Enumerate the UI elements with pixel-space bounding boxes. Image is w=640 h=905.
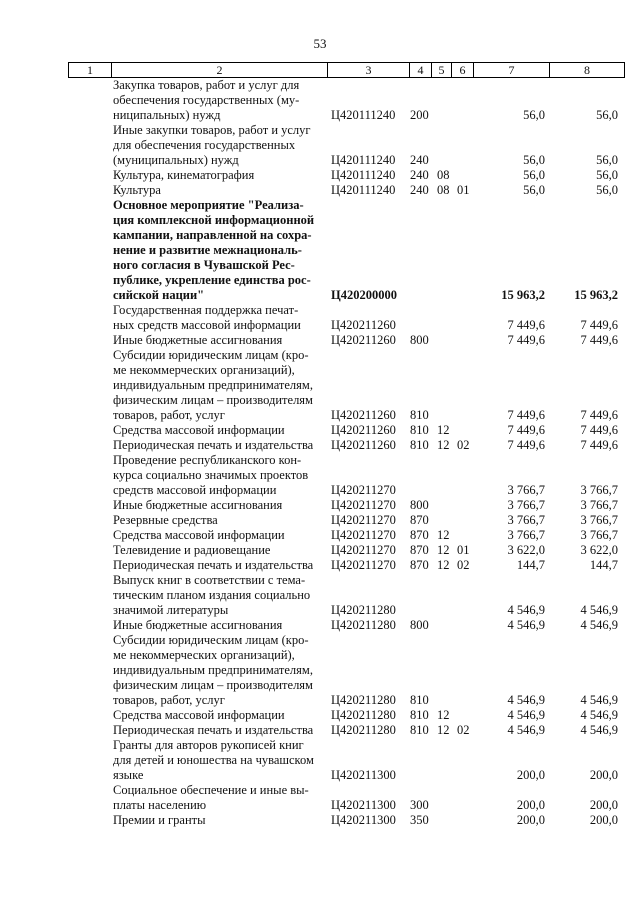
description-line: физическим лицам – производителям [113, 393, 313, 407]
row-description [113, 198, 325, 303]
amount-year-1: 56,0 [523, 153, 545, 167]
description-line: сийской нации" [113, 288, 205, 302]
expense-type-code: 810 [410, 408, 429, 422]
expense-type-code: 800 [410, 333, 429, 347]
row-description [113, 303, 325, 333]
section-code: 12 [437, 708, 450, 722]
target-article-code: Ц420211260 [331, 408, 396, 422]
amount-year-2: 4 546,9 [580, 603, 618, 617]
description-line: Основное мероприятие "Реализа- [113, 198, 304, 212]
target-article-code: Ц420211280 [331, 708, 396, 722]
description-line: Социальное обеспечение и иные вы- [113, 783, 309, 797]
description-line: товаров, работ, услуг [113, 693, 225, 707]
table-row [0, 783, 640, 813]
amount-year-2: 7 449,6 [580, 333, 618, 347]
table-row [0, 723, 640, 738]
amount-year-1: 4 546,9 [507, 618, 545, 632]
amount-year-2: 56,0 [596, 153, 618, 167]
table-row [0, 558, 640, 573]
subsection-code: 01 [457, 543, 470, 557]
target-article-code: Ц420111240 [331, 168, 396, 182]
row-description [113, 123, 325, 168]
expense-type-code: 240 [410, 168, 429, 182]
table-row [0, 183, 640, 198]
description-line: Государственная поддержка печат- [113, 303, 299, 317]
table-row [0, 543, 640, 558]
header-col-1: 1 [68, 63, 111, 77]
description-line: Иные бюджетные ассигнования [113, 618, 283, 632]
row-description [113, 528, 325, 543]
table-row [0, 123, 640, 168]
target-article-code: Ц420211280 [331, 693, 396, 707]
row-description [113, 783, 325, 813]
amount-year-2: 7 449,6 [580, 318, 618, 332]
table-row [0, 513, 640, 528]
target-article-code: Ц420111240 [331, 183, 396, 197]
amount-year-2: 3 766,7 [580, 528, 618, 542]
section-code: 12 [437, 423, 450, 437]
amount-year-1: 3 622,0 [507, 543, 545, 557]
target-article-code: Ц420200000 [331, 288, 397, 302]
target-article-code: Ц420211270 [331, 513, 396, 527]
amount-year-1: 3 766,7 [507, 498, 545, 512]
description-line: Проведение республиканского кон- [113, 453, 302, 467]
row-description [113, 633, 325, 708]
expense-type-code: 870 [410, 513, 429, 527]
row-description [113, 498, 325, 513]
header-col-8: 8 [549, 63, 625, 77]
page-number: 53 [313, 36, 327, 51]
header-col-6: 6 [451, 63, 473, 77]
amount-year-1: 200,0 [516, 768, 545, 782]
amount-year-2: 7 449,6 [580, 423, 618, 437]
description-line: Средства массовой информации [113, 708, 285, 722]
amount-year-2: 7 449,6 [580, 408, 618, 422]
header-col-5: 5 [431, 63, 451, 77]
row-description [113, 348, 325, 423]
description-line: ниципальных) нужд [113, 108, 221, 122]
table-row [0, 813, 640, 828]
amount-year-1: 4 546,9 [507, 693, 545, 707]
row-description [113, 543, 325, 558]
description-line: значимой литературы [113, 603, 229, 617]
description-line: Телевидение и радиовещание [113, 543, 271, 557]
table-row [0, 498, 640, 513]
table-row [0, 333, 640, 348]
description-line: Субсидии юридическим лицам (кро- [113, 633, 309, 647]
description-line: Культура, кинематография [113, 168, 255, 182]
header-col-2: 2 [111, 63, 327, 77]
target-article-code: Ц420211260 [331, 333, 396, 347]
amount-year-1: 3 766,7 [507, 483, 545, 497]
amount-year-1: 200,0 [516, 798, 545, 812]
table-row [0, 528, 640, 543]
expense-type-code: 870 [410, 558, 429, 572]
amount-year-1: 56,0 [523, 183, 545, 197]
row-description [113, 723, 325, 738]
expense-type-code: 810 [410, 708, 429, 722]
description-line: ция комплексной информационной [113, 213, 315, 227]
row-description [113, 708, 325, 723]
amount-year-2: 15 963,2 [574, 288, 618, 302]
description-line: средств массовой информации [113, 483, 277, 497]
table-row [0, 438, 640, 453]
amount-year-2: 3 766,7 [580, 483, 618, 497]
table-row [0, 738, 640, 783]
expense-type-code: 870 [410, 543, 429, 557]
amount-year-1: 4 546,9 [507, 603, 545, 617]
subsection-code: 02 [457, 723, 470, 737]
table-row [0, 168, 640, 183]
description-line: для детей и юношества на чувашском [113, 753, 314, 767]
table-row [0, 618, 640, 633]
subsection-code: 02 [457, 558, 470, 572]
expense-type-code: 810 [410, 423, 429, 437]
description-line: платы населению [113, 798, 207, 812]
amount-year-2: 200,0 [589, 813, 618, 827]
description-line: Периодическая печать и издательства [113, 438, 314, 452]
amount-year-1: 4 546,9 [507, 723, 545, 737]
target-article-code: Ц420111240 [331, 108, 396, 122]
description-line: Периодическая печать и издательства [113, 723, 314, 737]
amount-year-1: 56,0 [523, 108, 545, 122]
table-row [0, 348, 640, 423]
description-line: Иные бюджетные ассигнования [113, 498, 283, 512]
description-line: Средства массовой информации [113, 528, 285, 542]
amount-year-1: 200,0 [516, 813, 545, 827]
target-article-code: Ц420211260 [331, 438, 396, 452]
row-description [113, 333, 325, 348]
table-row [0, 708, 640, 723]
description-line: ме некоммерческих организаций), [113, 363, 295, 377]
description-line: для обеспечения государственных [113, 138, 296, 152]
description-line: (муниципальных) нужд [113, 153, 239, 167]
description-line: обеспечения государственных (му- [113, 93, 300, 107]
amount-year-2: 56,0 [596, 183, 618, 197]
row-description [113, 513, 325, 528]
section-code: 08 [437, 168, 450, 182]
target-article-code: Ц420211270 [331, 483, 396, 497]
description-line: нение и развитие межнациональ- [113, 243, 302, 257]
row-description [113, 558, 325, 573]
amount-year-2: 144,7 [589, 558, 618, 572]
description-line: Гранты для авторов рукописей книг [113, 738, 304, 752]
table-row [0, 573, 640, 618]
row-description [113, 573, 325, 618]
target-article-code: Ц420211300 [331, 813, 396, 827]
amount-year-1: 7 449,6 [507, 318, 545, 332]
amount-year-1: 4 546,9 [507, 708, 545, 722]
subsection-code: 02 [457, 438, 470, 452]
target-article-code: Ц420211270 [331, 498, 396, 512]
expense-type-code: 240 [410, 153, 429, 167]
expense-type-code: 200 [410, 108, 429, 122]
table-row [0, 78, 640, 123]
row-description [113, 618, 325, 633]
amount-year-2: 200,0 [589, 798, 618, 812]
description-line: публике, укрепление единства рос- [113, 273, 311, 287]
row-description [113, 813, 325, 828]
expense-type-code: 350 [410, 813, 429, 827]
section-code: 12 [437, 723, 450, 737]
amount-year-2: 4 546,9 [580, 618, 618, 632]
amount-year-1: 144,7 [516, 558, 545, 572]
header-col-4: 4 [409, 63, 431, 77]
section-code: 08 [437, 183, 450, 197]
description-line: индивидуальным предпринимателям, [113, 378, 313, 392]
section-code: 12 [437, 558, 450, 572]
target-article-code: Ц420211300 [331, 798, 396, 812]
description-line: Иные бюджетные ассигнования [113, 333, 283, 347]
amount-year-2: 3 622,0 [580, 543, 618, 557]
table-row [0, 303, 640, 333]
target-article-code: Ц420211280 [331, 603, 396, 617]
row-description [113, 738, 325, 783]
amount-year-2: 4 546,9 [580, 693, 618, 707]
description-line: ного согласия в Чувашской Рес- [113, 258, 295, 272]
description-line: физическим лицам – производителям [113, 678, 313, 692]
amount-year-2: 3 766,7 [580, 513, 618, 527]
expense-type-code: 800 [410, 498, 429, 512]
row-description [113, 453, 325, 498]
table-row [0, 198, 640, 303]
expense-type-code: 810 [410, 693, 429, 707]
description-line: Резервные средства [113, 513, 218, 527]
description-line: Периодическая печать и издательства [113, 558, 314, 572]
expense-type-code: 800 [410, 618, 429, 632]
amount-year-2: 4 546,9 [580, 723, 618, 737]
table-row [0, 453, 640, 498]
description-line: Субсидии юридическим лицам (кро- [113, 348, 309, 362]
amount-year-2: 56,0 [596, 108, 618, 122]
target-article-code: Ц420211260 [331, 423, 396, 437]
amount-year-1: 7 449,6 [507, 408, 545, 422]
target-article-code: Ц420211260 [331, 318, 396, 332]
section-code: 12 [437, 438, 450, 452]
target-article-code: Ц420211270 [331, 558, 396, 572]
section-code: 12 [437, 528, 450, 542]
description-line: Выпуск книг в соответствии с тема- [113, 573, 306, 587]
expense-type-code: 810 [410, 723, 429, 737]
description-line: Премии и гранты [113, 813, 206, 827]
row-description [113, 168, 325, 183]
table-row [0, 423, 640, 438]
section-code: 12 [437, 543, 450, 557]
row-description [113, 438, 325, 453]
amount-year-1: 3 766,7 [507, 513, 545, 527]
description-line: Культура [113, 183, 161, 197]
description-line: Закупка товаров, работ и услуг для [113, 78, 300, 92]
table-row [0, 633, 640, 708]
row-description [113, 78, 325, 123]
expense-type-code: 870 [410, 528, 429, 542]
amount-year-1: 56,0 [523, 168, 545, 182]
target-article-code: Ц420111240 [331, 153, 396, 167]
description-line: кампании, направленной на сохра- [113, 228, 312, 242]
expense-type-code: 300 [410, 798, 429, 812]
description-line: ных средств массовой информации [113, 318, 301, 332]
row-description [113, 423, 325, 438]
budget-table-body [0, 78, 640, 828]
target-article-code: Ц420211270 [331, 528, 396, 542]
amount-year-1: 3 766,7 [507, 528, 545, 542]
expense-type-code: 810 [410, 438, 429, 452]
description-line: ме некоммерческих организаций), [113, 648, 295, 662]
description-line: Иные закупки товаров, работ и услуг [113, 123, 311, 137]
expense-type-code: 240 [410, 183, 429, 197]
header-col-3: 3 [327, 63, 409, 77]
target-article-code: Ц420211280 [331, 723, 396, 737]
description-line: курса социально значимых проектов [113, 468, 309, 482]
description-line: языке [113, 768, 144, 782]
description-line: товаров, работ, услуг [113, 408, 225, 422]
description-line: тическим планом издания социально [113, 588, 311, 602]
amount-year-1: 7 449,6 [507, 333, 545, 347]
subsection-code: 01 [457, 183, 470, 197]
amount-year-2: 56,0 [596, 168, 618, 182]
row-description [113, 183, 325, 198]
target-article-code: Ц420211270 [331, 543, 396, 557]
target-article-code: Ц420211300 [331, 768, 396, 782]
amount-year-2: 200,0 [589, 768, 618, 782]
amount-year-1: 7 449,6 [507, 438, 545, 452]
amount-year-1: 7 449,6 [507, 423, 545, 437]
amount-year-2: 3 766,7 [580, 498, 618, 512]
target-article-code: Ц420211280 [331, 618, 396, 632]
amount-year-2: 7 449,6 [580, 438, 618, 452]
amount-year-1: 15 963,2 [501, 288, 545, 302]
table-header [68, 62, 625, 78]
amount-year-2: 4 546,9 [580, 708, 618, 722]
description-line: индивидуальным предпринимателям, [113, 663, 313, 677]
header-col-7: 7 [473, 63, 549, 77]
description-line: Средства массовой информации [113, 423, 285, 437]
